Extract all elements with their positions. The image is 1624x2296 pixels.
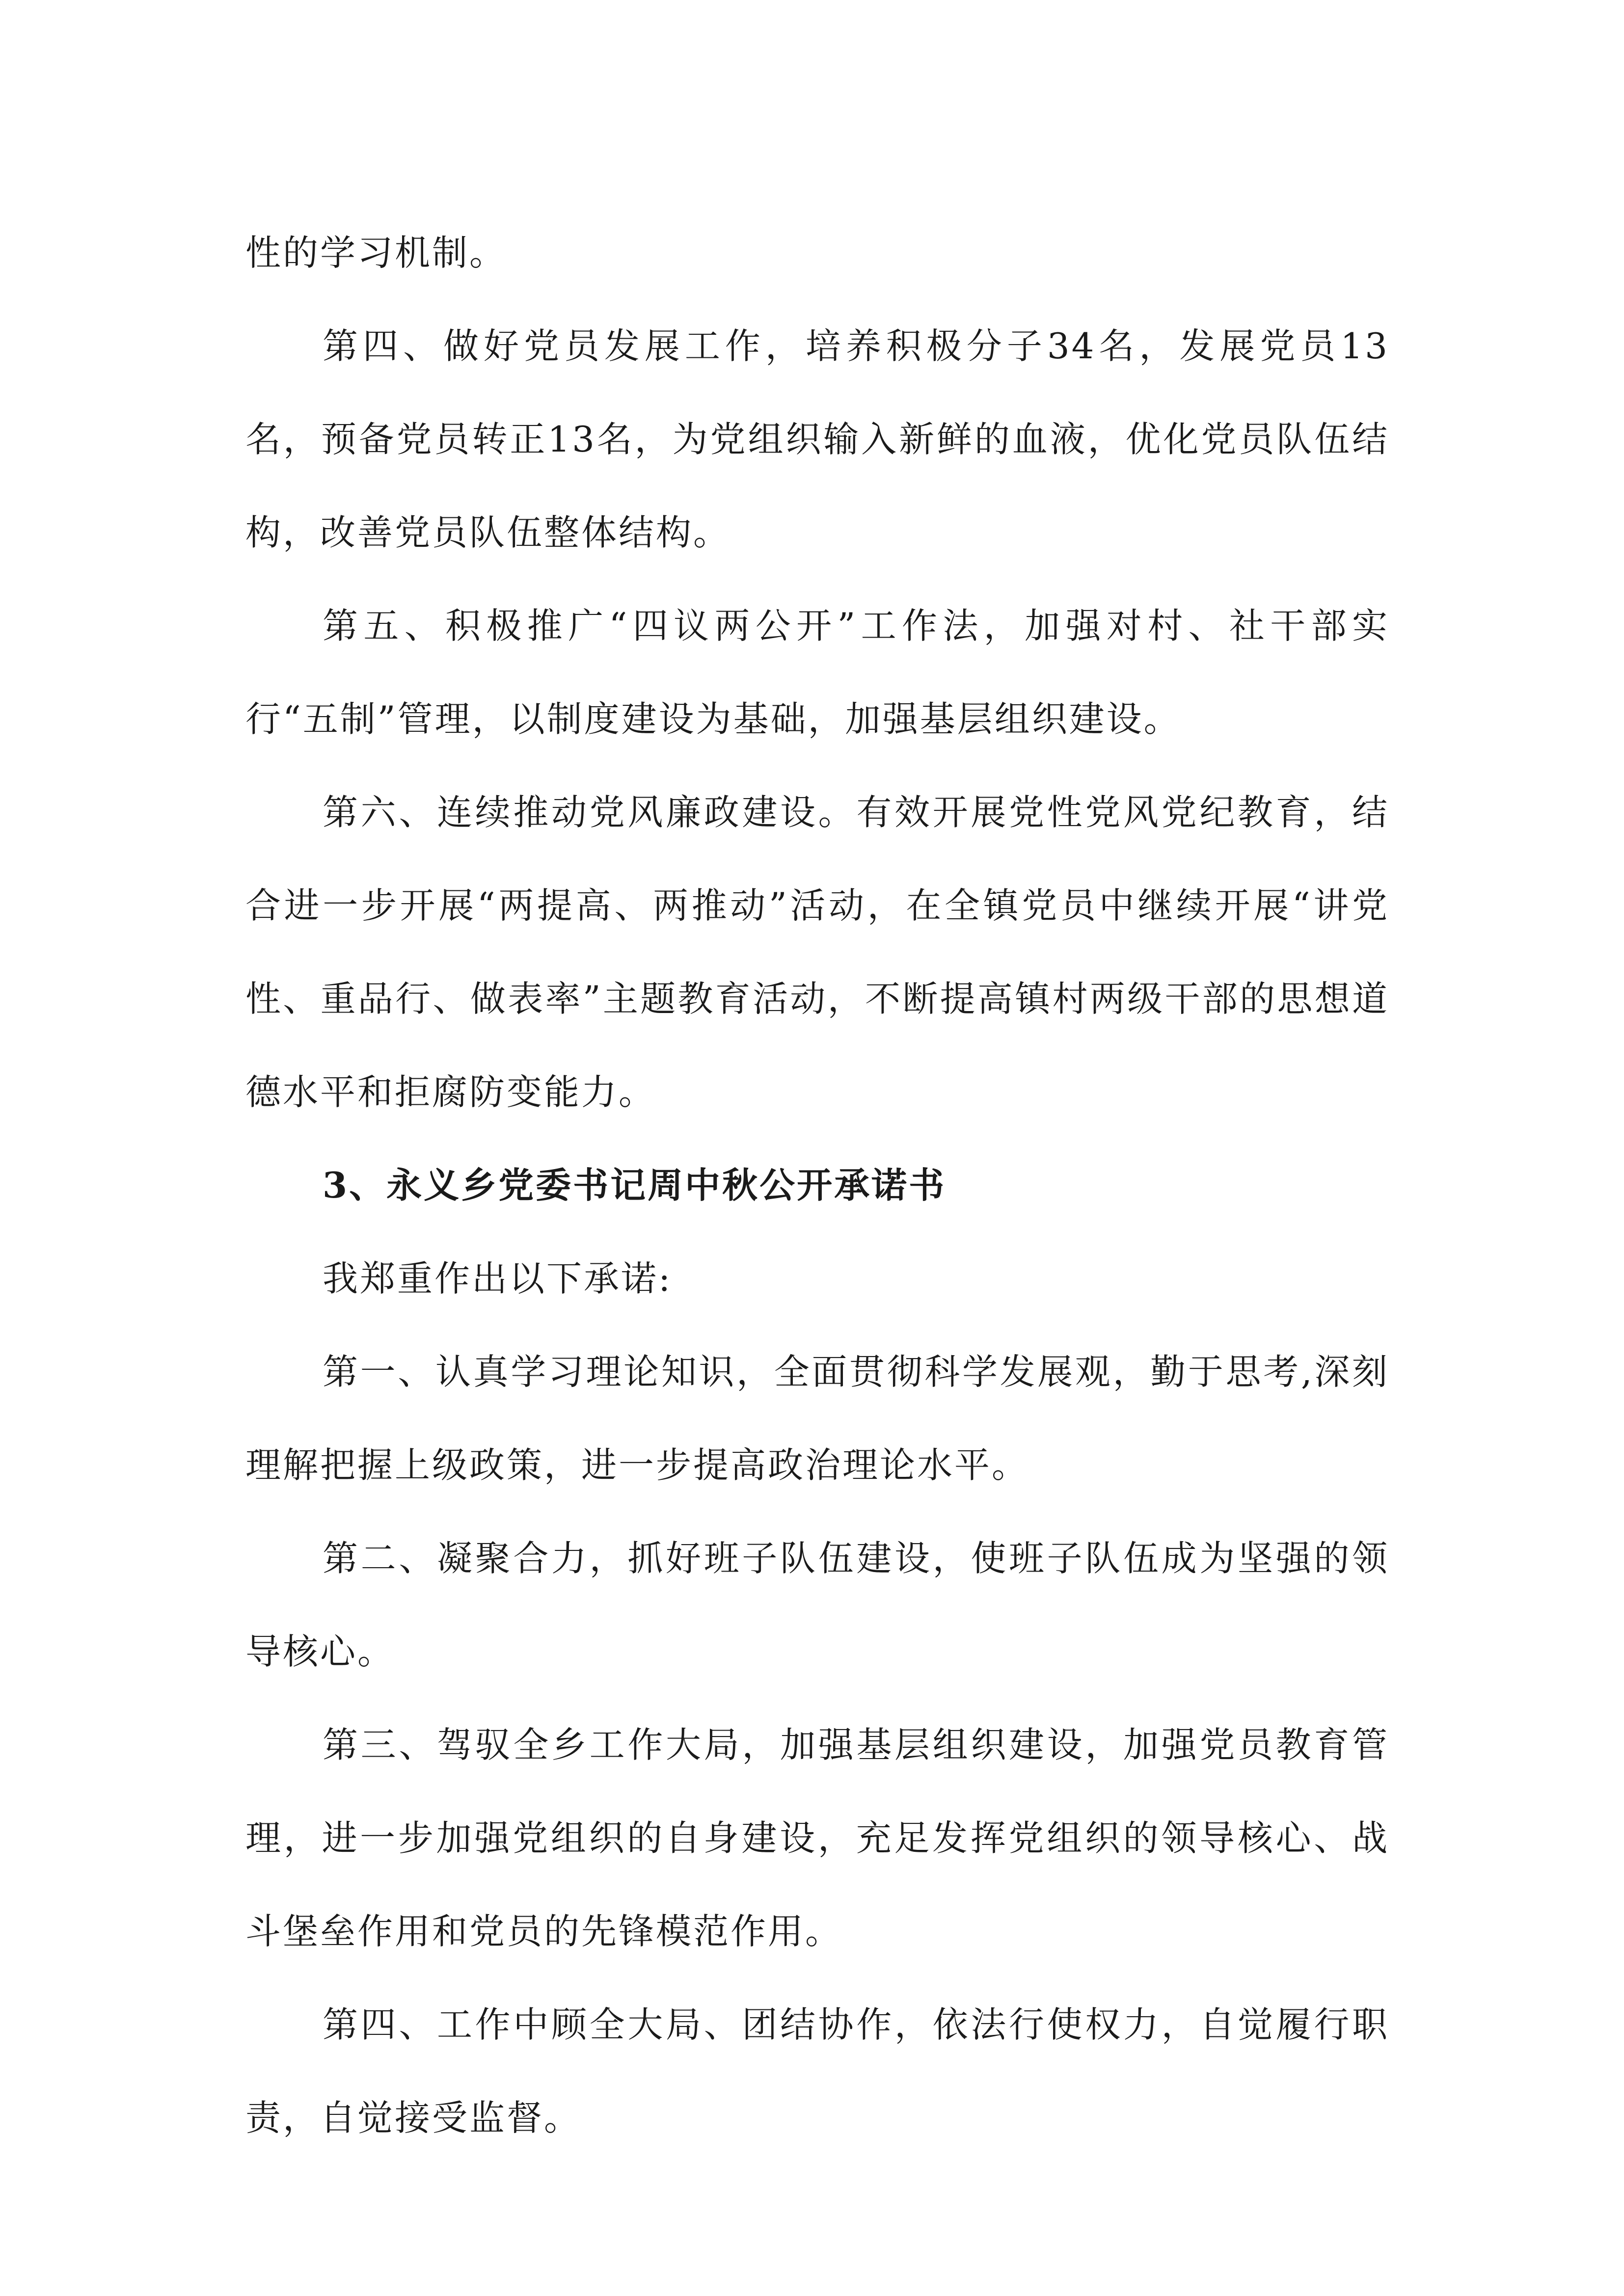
paragraph-item-six: 第六、连续推动党风廉政建设。有效开展党性党风党纪教育，结合进一步开展“两提高、两推动”活动，在全镇党员中继续开展“讲党性、重品行、做表率”主题教育活动，不断提高镇村两级干部的思想道德水平和拒腐防变能力。 [245,792,1389,1113]
paragraph-item-four: 第四、做好党员发展工作，培养积极分子34名，发展党员13名，预备党员转正13名，为党组织输入新鲜的血液，优化党员队伍结构，改善党员队伍整体结构。 [245,325,1389,553]
commitment-item-one: 第一、认真学习理论知识，全面贯彻科学发展观，勤于思考,深刻理解把握上级政策，进一步提高政治理论水平。 [245,1351,1389,1486]
commitment-item-two: 第二、凝聚合力，抓好班子队伍建设，使班子队伍成为坚强的领导核心。 [245,1538,1389,1672]
commitment-intro: 我郑重作出以下承诺: [323,1258,673,1299]
paragraph-item-five: 第五、积极推广“四议两公开”工作法，加强对村、社干部实行“五制”管理，以制度建设为基础，加强基层组织建设。 [245,605,1389,740]
document-page [245,206,1389,2164]
section-heading: 3、永义乡党委书记周中秋公开承诺书 [323,1164,947,1206]
commitment-item-three: 第三、驾驭全乡工作大局，加强基层组织建设，加强党员教育管理，进一步加强党组织的自身建设，充足发挥党组织的领导核心、战斗堡垒作用和党员的先锋模范作用。 [245,1724,1389,1952]
paragraph-continuation: 性的学习机制。 [245,232,507,273]
commitment-item-four: 第四、工作中顾全大局、团结协作，依法行使权力，自觉履行职责，自觉接受监督。 [245,2004,1389,2138]
